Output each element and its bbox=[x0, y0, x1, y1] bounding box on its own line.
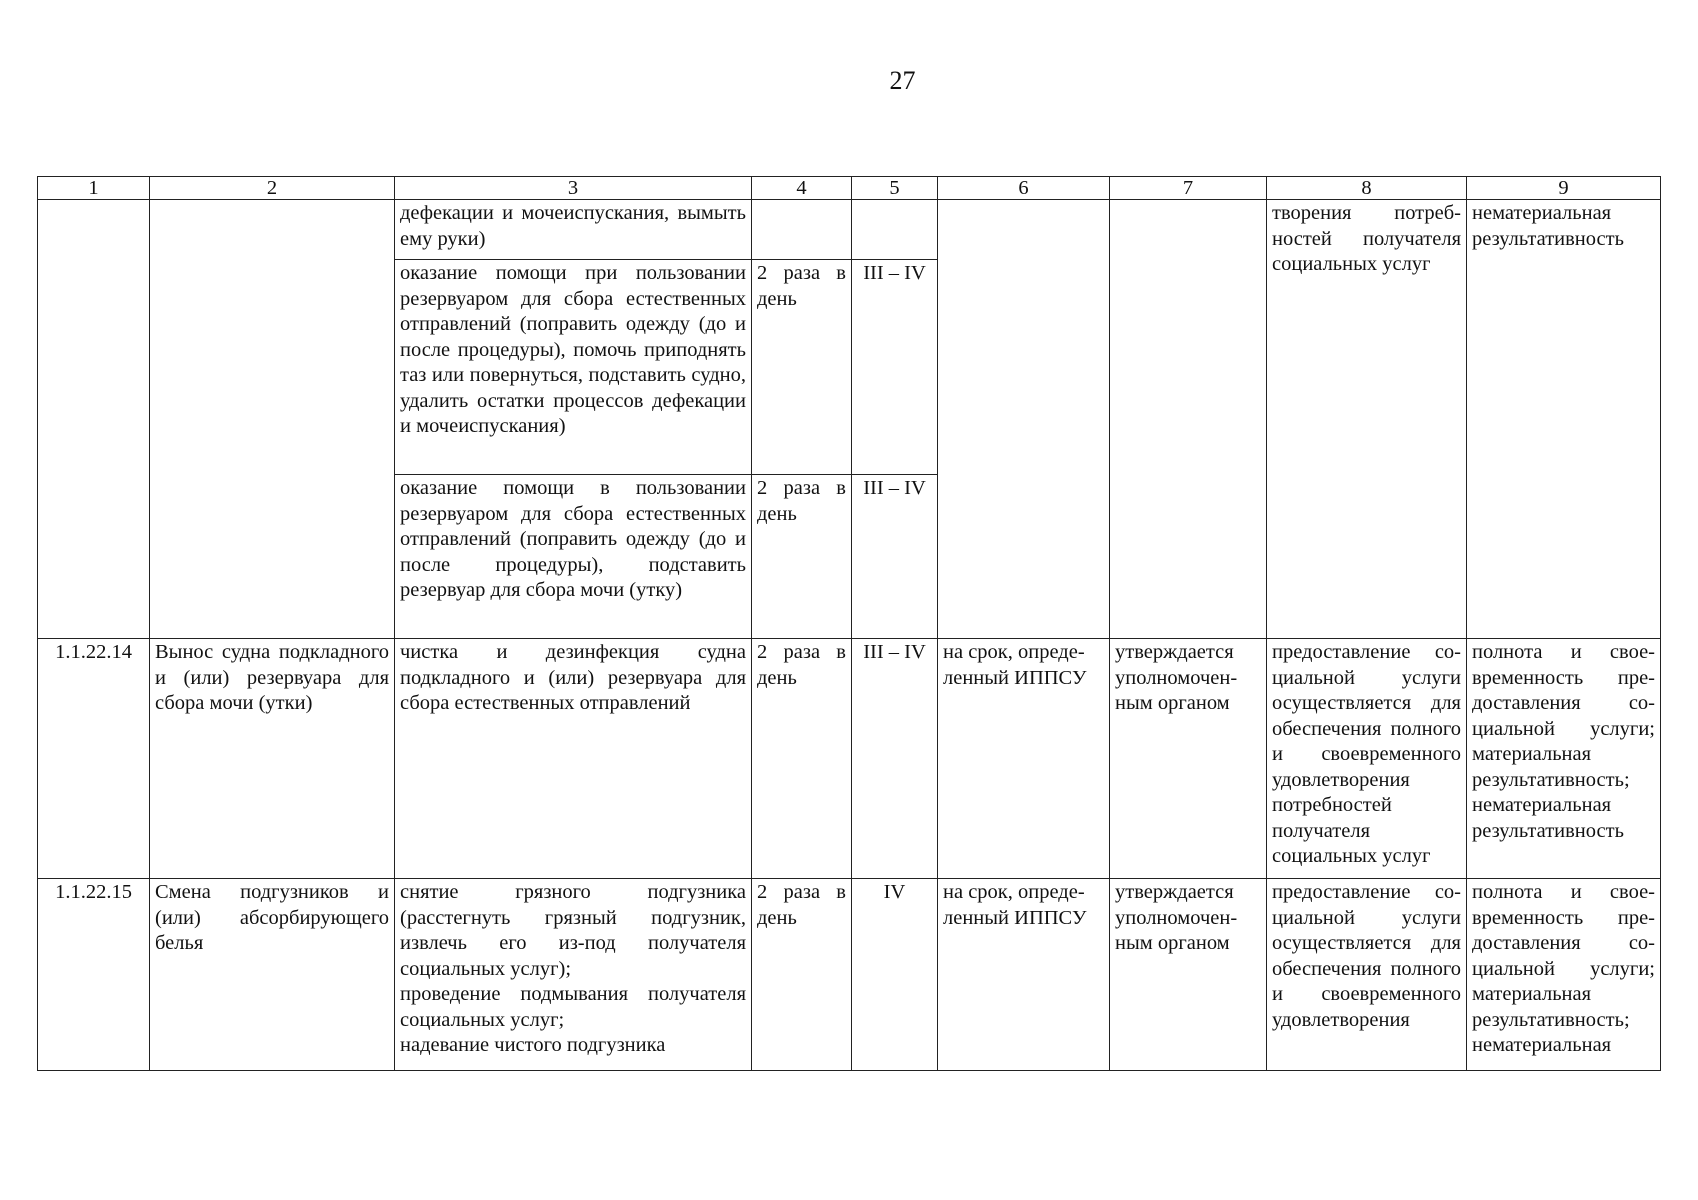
cell-description: дефекации и мочеиспускания, вымыть ему руки) bbox=[395, 200, 752, 260]
table-row bbox=[38, 200, 1661, 260]
cell-group: III – IV bbox=[852, 260, 938, 475]
cell-conditions: предоставление социальной услуги осуществляется для обеспечения полного и своевременного удовлетворения bbox=[1267, 879, 1467, 1071]
column-header-3: 3 bbox=[395, 177, 752, 200]
cell-name: Смена подгузников и (или) абсорбирующего белья bbox=[150, 879, 395, 1071]
cell-cost-empty bbox=[1110, 200, 1267, 639]
cell-group: IV bbox=[852, 879, 938, 1071]
cell-description bbox=[395, 879, 752, 1071]
cell-code: 1.1.22.14 bbox=[38, 639, 150, 879]
cell-cost: утверждается уполномоченным органом bbox=[1110, 639, 1267, 879]
cell-conditions: творения потребностей получателя социальных услуг bbox=[1267, 200, 1467, 639]
cell-term-empty bbox=[938, 200, 1110, 639]
cell-indicators: полнота и своевременность предоставления социальной услуги; материальная результативность; нематериальная результативность bbox=[1467, 639, 1661, 879]
cell-frequency: 2 раза в день bbox=[752, 879, 852, 1071]
cell-group: III – IV bbox=[852, 639, 938, 879]
column-header-7: 7 bbox=[1110, 177, 1267, 200]
column-header-9: 9 bbox=[1467, 177, 1661, 200]
column-header-5: 5 bbox=[852, 177, 938, 200]
cell-cost: утверждается уполномоченным органом bbox=[1110, 879, 1267, 1071]
services-table bbox=[37, 176, 1661, 1071]
column-header-8: 8 bbox=[1267, 177, 1467, 200]
cell-description: чистка и дезинфекция судна подкладного и (или) резервуара для сбора естественных отправлений bbox=[395, 639, 752, 879]
cell-frequency: 2 раза в день bbox=[752, 260, 852, 475]
table-row bbox=[38, 639, 1661, 879]
cell-name-empty bbox=[150, 200, 395, 639]
cell-frequency: 2 раза в день bbox=[752, 475, 852, 639]
cell-group-empty bbox=[852, 200, 938, 260]
column-header-2: 2 bbox=[150, 177, 395, 200]
cell-term: на срок, определенный ИППСУ bbox=[938, 639, 1110, 879]
cell-description: оказание помощи в пользовании резервуаром для сбора естественных отправлений (поправить одежду (до и после процедуры), подставить резервуар для сбора мочи (утку) bbox=[395, 475, 752, 639]
cell-name: Вынос судна подкладного и (или) резервуара для сбора мочи (утки) bbox=[150, 639, 395, 879]
column-header-1: 1 bbox=[38, 177, 150, 200]
table-row bbox=[38, 879, 1661, 1071]
column-number-row bbox=[38, 177, 1661, 200]
cell-code: 1.1.22.15 bbox=[38, 879, 150, 1071]
cell-indicators: полнота и своевременность предоставления социальной услуги; материальная результативность; нематериальная bbox=[1467, 879, 1661, 1071]
description-line: проведение подмывания получателя социальных услуг; bbox=[400, 983, 746, 1031]
column-header-6: 6 bbox=[938, 177, 1110, 200]
page-number: 27 bbox=[889, 66, 916, 95]
description-line: надевание чистого подгузника bbox=[400, 1034, 666, 1056]
cell-term: на срок, определенный ИППСУ bbox=[938, 879, 1110, 1071]
description-line: снятие грязного подгузника (расстегнуть грязный подгузник, извлечь его из-под получателя социальных услуг); bbox=[400, 881, 746, 980]
cell-frequency-empty bbox=[752, 200, 852, 260]
cell-conditions: предоставление социальной услуги осуществляется для обеспечения полного и своевременного удовлетворения потребностей получателя социальных услуг bbox=[1267, 639, 1467, 879]
column-header-4: 4 bbox=[752, 177, 852, 200]
cell-frequency: 2 раза в день bbox=[752, 639, 852, 879]
cell-code-empty bbox=[38, 200, 150, 639]
cell-indicators: нематериальная результативность bbox=[1467, 200, 1661, 639]
cell-description: оказание помощи при пользовании резервуаром для сбора естественных отправлений (поправить одежду (до и после процедуры), помочь приподнять таз или повернуться, подставить судно, удалить остатки процессов дефекации и мочеиспускания) bbox=[395, 260, 752, 475]
cell-group: III – IV bbox=[852, 475, 938, 639]
